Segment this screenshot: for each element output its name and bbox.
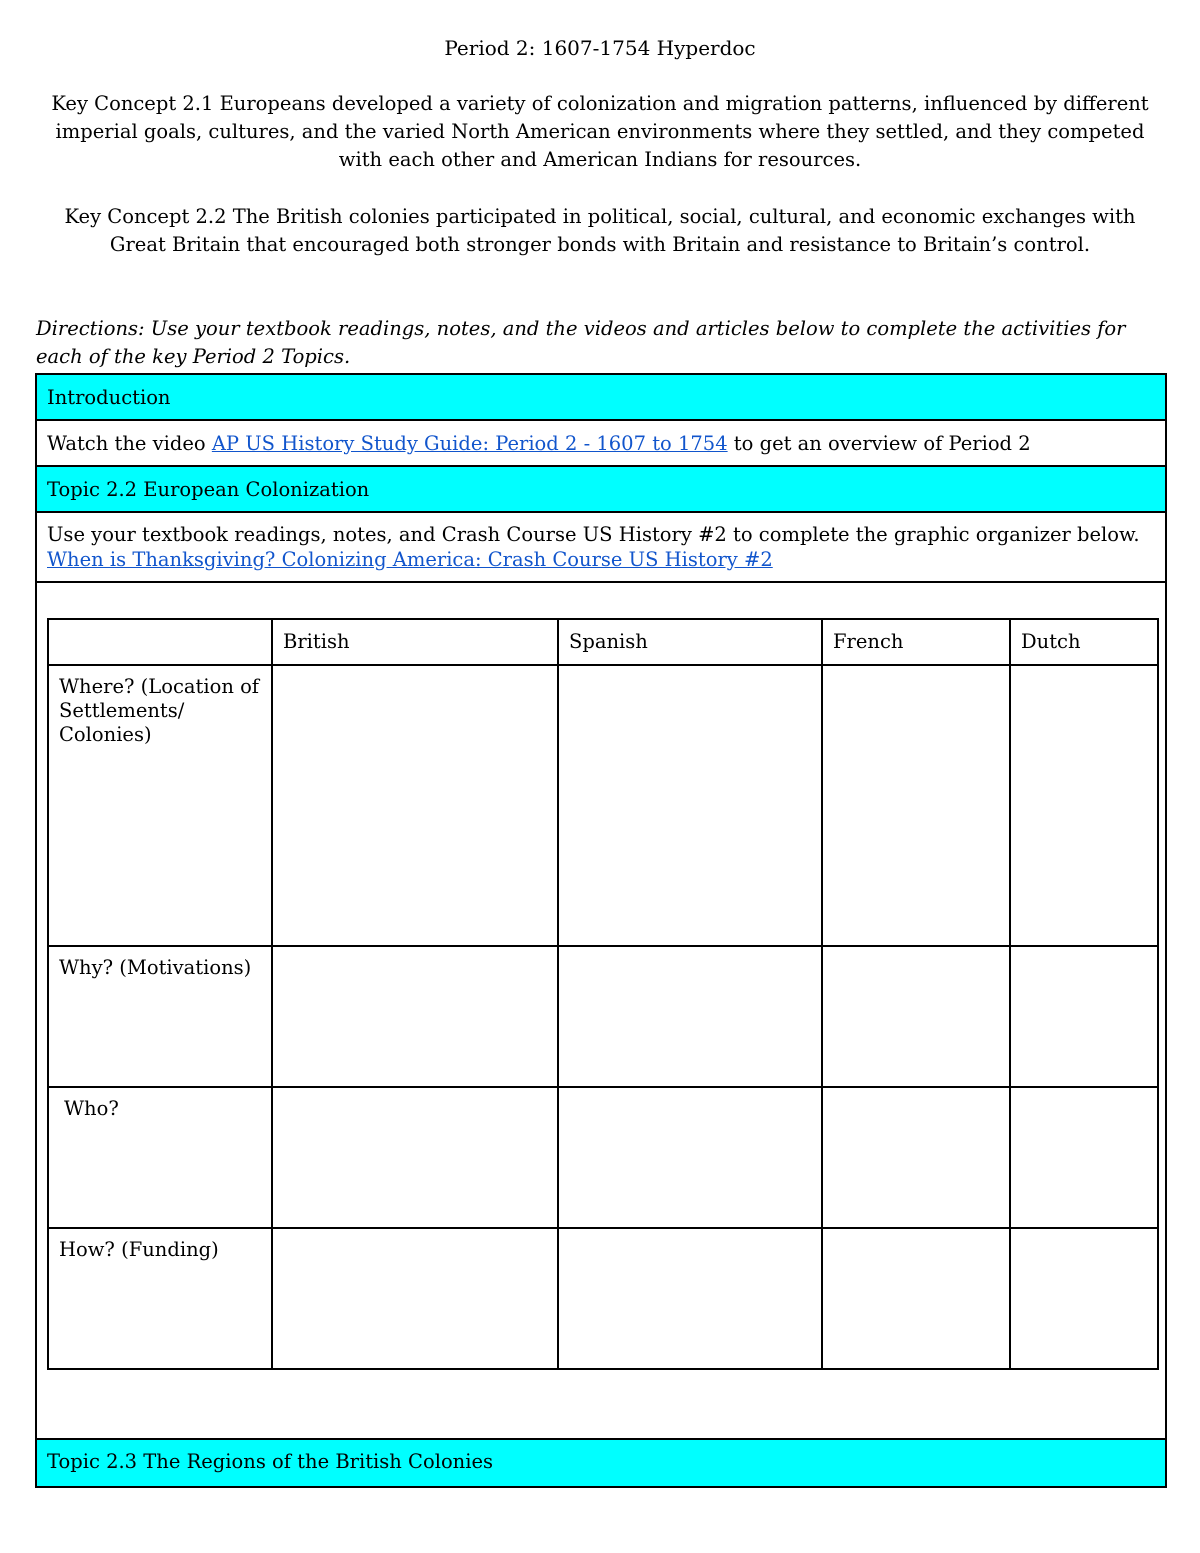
introduction-header: Introduction	[37, 375, 1165, 421]
introduction-text-before: Watch the video	[47, 432, 212, 455]
topic-2-2-text: Use your textbook readings, notes, and Crash Course US History #2 to complete the graphic organizer below.	[47, 523, 1140, 546]
column-header-dutch: Dutch	[1010, 619, 1158, 665]
cell-who-spanish[interactable]	[558, 1087, 822, 1228]
cell-who-french[interactable]	[822, 1087, 1010, 1228]
cell-how-french[interactable]	[822, 1228, 1010, 1369]
cell-who-british[interactable]	[272, 1087, 558, 1228]
organizer-corner	[48, 619, 272, 665]
organizer-row-how	[48, 1228, 1158, 1369]
row-header-where: Where? (Location of Settlements/ Colonies)	[48, 665, 272, 946]
organizer-row-where	[48, 665, 1158, 946]
organizer-row-why	[48, 946, 1158, 1087]
topic-2-2-header: Topic 2.2 European Colonization	[37, 467, 1165, 513]
cell-where-spanish[interactable]	[558, 665, 822, 946]
cell-why-british[interactable]	[272, 946, 558, 1087]
organizer-row-who	[48, 1087, 1158, 1228]
topic-2-2-instructions	[37, 513, 1165, 583]
period2-video-link[interactable]: AP US History Study Guide: Period 2 - 1607 to 1754	[211, 432, 728, 455]
hyperdoc-table	[35, 373, 1167, 1488]
cell-how-dutch[interactable]	[1010, 1228, 1158, 1369]
key-concept-2-1: Key Concept 2.1 Europeans developed a variety of colonization and migration patterns, influenced by different imperial goals, cultures, and the varied North American environments where they settled, and they competed with each other and American Indians for resources.	[51, 92, 1149, 171]
row-header-why: Why? (Motivations)	[48, 946, 272, 1087]
graphic-organizer-cell	[37, 583, 1165, 1440]
row-header-who: Who?	[48, 1087, 272, 1228]
introduction-text-after: to get an overview of Period 2	[727, 432, 1031, 455]
cell-why-dutch[interactable]	[1010, 946, 1158, 1087]
cell-why-spanish[interactable]	[558, 946, 822, 1087]
column-header-british: British	[272, 619, 558, 665]
topic-2-3-header: Topic 2.3 The Regions of the British Colonies	[37, 1440, 1165, 1486]
column-header-french: French	[822, 619, 1010, 665]
directions: Directions: Use your textbook readings, notes, and the videos and articles below to complete the activities for each of the key Period 2 Topics.	[36, 317, 1126, 368]
cell-who-dutch[interactable]	[1010, 1087, 1158, 1228]
graphic-organizer	[47, 618, 1159, 1370]
cell-where-french[interactable]	[822, 665, 1010, 946]
cell-where-dutch[interactable]	[1010, 665, 1158, 946]
cell-how-british[interactable]	[272, 1228, 558, 1369]
row-header-how: How? (Funding)	[48, 1228, 272, 1369]
organizer-header-row	[48, 619, 1158, 665]
introduction-row	[37, 421, 1165, 467]
cell-how-spanish[interactable]	[558, 1228, 822, 1369]
key-concept-2-2: Key Concept 2.2 The British colonies participated in political, social, cultural, and economic exchanges with Great Britain that encouraged both stronger bonds with Britain and resistance to Britain’s control.	[64, 205, 1136, 256]
cell-why-french[interactable]	[822, 946, 1010, 1087]
page-title: Period 2: 1607-1754 Hyperdoc	[444, 36, 756, 60]
cell-where-british[interactable]	[272, 665, 558, 946]
crash-course-link[interactable]: When is Thanksgiving? Colonizing America: Crash Course US History #2	[47, 548, 773, 571]
column-header-spanish: Spanish	[558, 619, 822, 665]
